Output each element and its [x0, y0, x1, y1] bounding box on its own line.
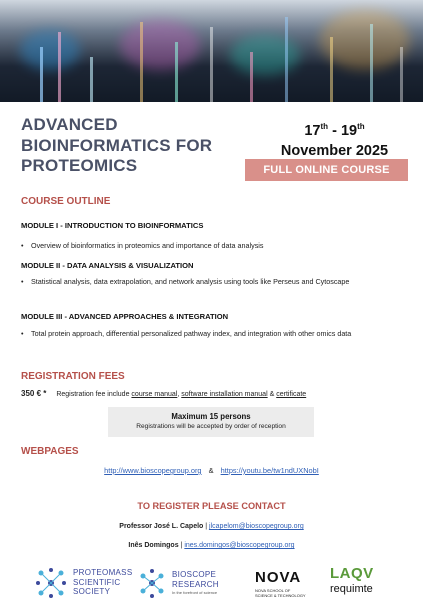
proteomass-logo: [33, 565, 138, 603]
certificate-link[interactable]: certificate: [276, 391, 307, 398]
course-manual-link[interactable]: course manual: [131, 391, 178, 398]
module-2-title: MODULE II - DATA ANALYSIS & VISUALIZATION: [21, 261, 194, 270]
bioscope-logo-icon: [136, 567, 168, 599]
proteomass-text: SOCIETY: [73, 587, 111, 597]
register-heading: TO REGISTER PLEASE CONTACT: [137, 501, 286, 511]
course-format-badge: FULL ONLINE COURSE: [245, 159, 408, 181]
course-title: [21, 115, 251, 177]
nova-logo: [255, 570, 315, 602]
youtube-link[interactable]: https://youtu.be/tw1ndUXNobI: [220, 466, 319, 475]
requimte-wordmark: requimte: [330, 583, 373, 595]
link-separator: &: [208, 466, 214, 475]
proteomass-text: SCIENTIFIC: [73, 577, 121, 587]
contact-2-name: Inês Domingos: [128, 542, 179, 549]
fee-price: 350 € *: [21, 389, 47, 398]
contact-2: [0, 542, 423, 549]
contact-1: [0, 523, 423, 530]
webpages-heading: WEBPAGES: [21, 446, 79, 457]
capacity-title: Maximum 15 persons: [171, 412, 251, 421]
module-2-bullet: [21, 274, 391, 289]
contact-1-email[interactable]: jlcapelom@bioscopegroup.org: [209, 523, 304, 530]
header-banner-image: [0, 0, 423, 102]
fee-separator-amp: &: [269, 391, 275, 398]
nova-wordmark: NOVA: [255, 569, 302, 586]
laqv-wordmark: LAQV: [330, 565, 374, 582]
course-title-line: PROTEOMICS: [21, 156, 138, 175]
module-1-bullet: [21, 238, 396, 253]
module-1-title: MODULE I - INTRODUCTION TO BIOINFORMATICS: [21, 221, 204, 230]
bullet-dot-icon: •: [21, 329, 24, 338]
fee-row: [21, 389, 401, 398]
webpage-links: [0, 466, 423, 475]
end-day-suffix: th: [357, 122, 365, 131]
course-dates: [262, 117, 407, 161]
start-day-suffix: th: [320, 122, 329, 131]
bioscope-tagline: In the forefront of science: [172, 590, 218, 595]
date-range: [262, 117, 407, 141]
outline-heading: COURSE OUTLINE: [21, 196, 111, 207]
date-dash: -: [328, 122, 341, 139]
start-day: 17: [304, 122, 321, 139]
contact-1-name: Professor José L. Capelo: [119, 523, 204, 530]
bullet-dot-icon: •: [21, 241, 24, 250]
course-title-line: ADVANCED: [21, 115, 118, 134]
software-manual-link[interactable]: software installation manual: [181, 391, 268, 398]
bioscope-text: RESEARCH: [172, 579, 219, 589]
nova-subtext: SCIENCE & TECHNOLOGY: [255, 593, 306, 598]
module-3-title: MODULE III - ADVANCED APPROACHES & INTEGRATION: [21, 312, 229, 321]
capacity-box: [108, 407, 314, 437]
contact-divider: |: [205, 523, 208, 530]
website-link[interactable]: http://www.bioscopegroup.org: [104, 466, 202, 475]
module-3-bullet: [21, 326, 401, 341]
fee-note-prefix: Registration fee include: [56, 391, 130, 398]
end-day: 19: [340, 122, 358, 139]
contact-divider: |: [180, 542, 183, 549]
module-1-bullet-text: Overview of bioinformatics in proteomics and importance of data analysis: [31, 241, 264, 250]
proteomass-text: PROTEOMASS: [73, 568, 133, 577]
contact-2-email[interactable]: ines.domingos@bioscopegroup.org: [184, 542, 295, 549]
fee-separator: ,: [177, 391, 180, 398]
nova-subtext: NOVA SCHOOL OF: [255, 588, 291, 593]
module-2-bullet-text: Statistical analysis, data extrapolation, and network analysis using tools like Perseus and Cytoscape: [31, 277, 350, 286]
laqv-requimte-logo: [330, 565, 392, 603]
module-3-bullet-text: Total protein approach, differential personalized pathway index, and integration with other omics data: [31, 329, 352, 338]
capacity-note: Registrations will be accepted by order of reception: [136, 423, 286, 430]
date-month-year: November 2025: [280, 142, 389, 159]
bullet-dot-icon: •: [21, 277, 24, 286]
bioscope-logo: [136, 567, 241, 603]
bioscope-text: BIOSCOPE: [172, 570, 217, 579]
fees-heading: REGISTRATION FEES: [21, 371, 125, 382]
course-title-line: BIOINFORMATICS FOR: [21, 135, 213, 155]
proteomass-logo-icon: [33, 565, 69, 601]
